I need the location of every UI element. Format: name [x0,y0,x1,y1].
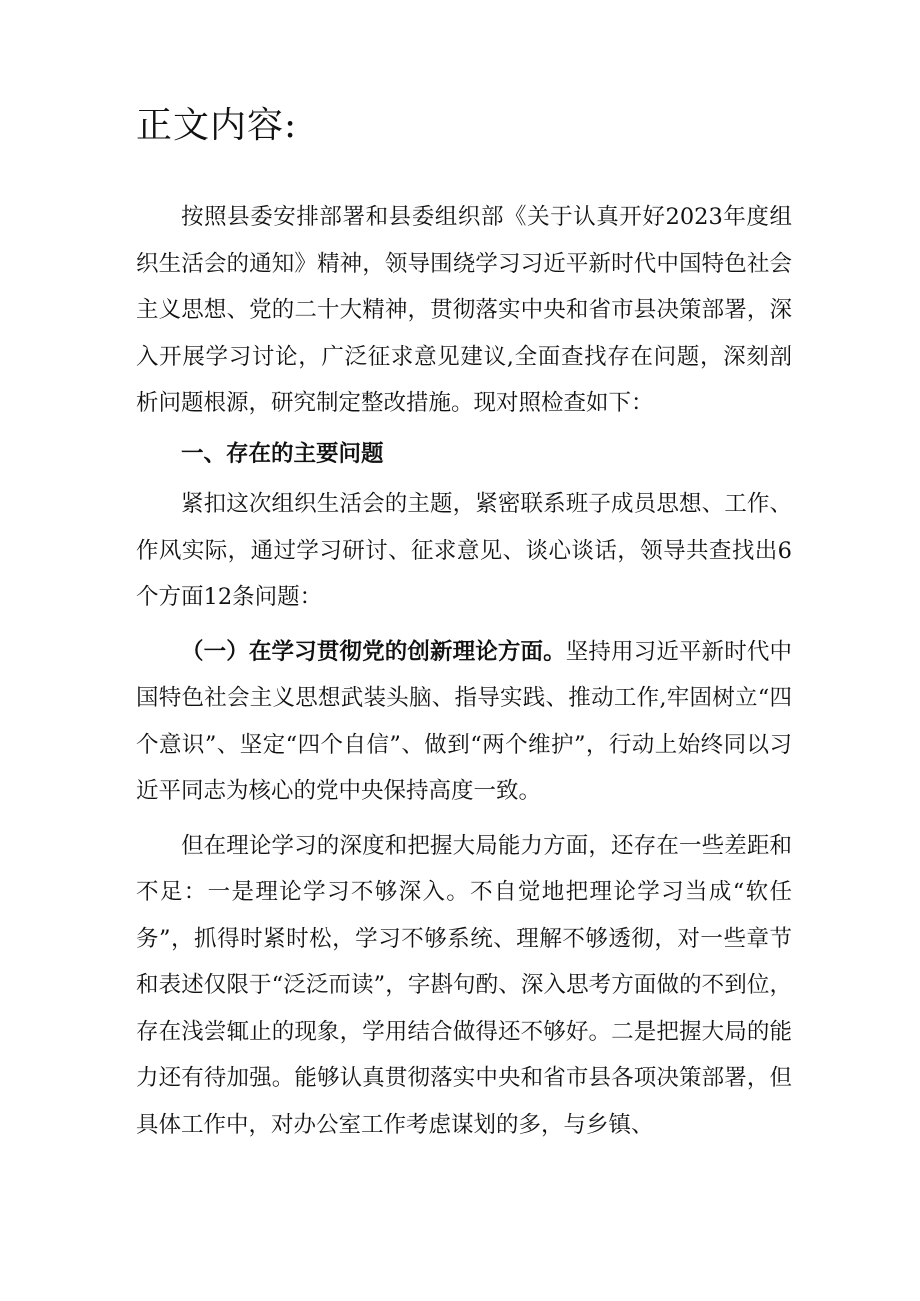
page-title: 正文内容: [136,105,298,146]
item-paragraph [136,629,792,815]
section-paragraph: 紧扣这次组织生活会的主题，紧密联系班子成员思想、工作、作风实际，通过学习研讨、征求意见、谈心谈话，领导共查找出6个方面12条问题： [136,491,792,610]
item-body: 坚持用习近平新时代中国特色社会主义思想武装头脑、指导实践、推动工作,牢固树立“四个意识”、坚定“四个自信”、做到“两个维护”，行动上始终同以习近平同志为核心的党中央保持高度一致。 [136,638,792,804]
item-lead: （一）在学习贯彻党的创新理论方面。 [181,638,566,665]
section-heading: 一、存在的主要问题 [181,440,384,467]
shortcomings-paragraph: 但在理论学习的深度和把握大局能力方面，还存在一些差距和不足：一是理论学习不够深入。不自觉地把理论学习当成“软任务”，抓得时紧时松，学习不够系统、理解不够透彻，对一些章节和表述仅限于“泛泛而读”，字斟句酌、深入思考方面做的不到位，存在浅尝辄止的现象，学用结合做得还不够好。二是把握大局的能力还有待加强。能够认真贯彻落实中央和省市县各项决策部署，但具体工作中，对办公室工作考虑谋划的多，与乡镇、 [136,832,792,1138]
intro-paragraph: 按照县委安排部署和县委组织部《关于认真开好2023年度组织生活会的通知》精神，领导围绕学习习近平新时代中国特色社会主义思想、党的二十大精神，贯彻落实中央和省市县决策部署，深入开展学习讨论，广泛征求意见建议,全面查找存在问题，深刻剖析问题根源，研究制定整改措施。现对照检查如下： [136,204,792,416]
document-body [136,194,792,1148]
